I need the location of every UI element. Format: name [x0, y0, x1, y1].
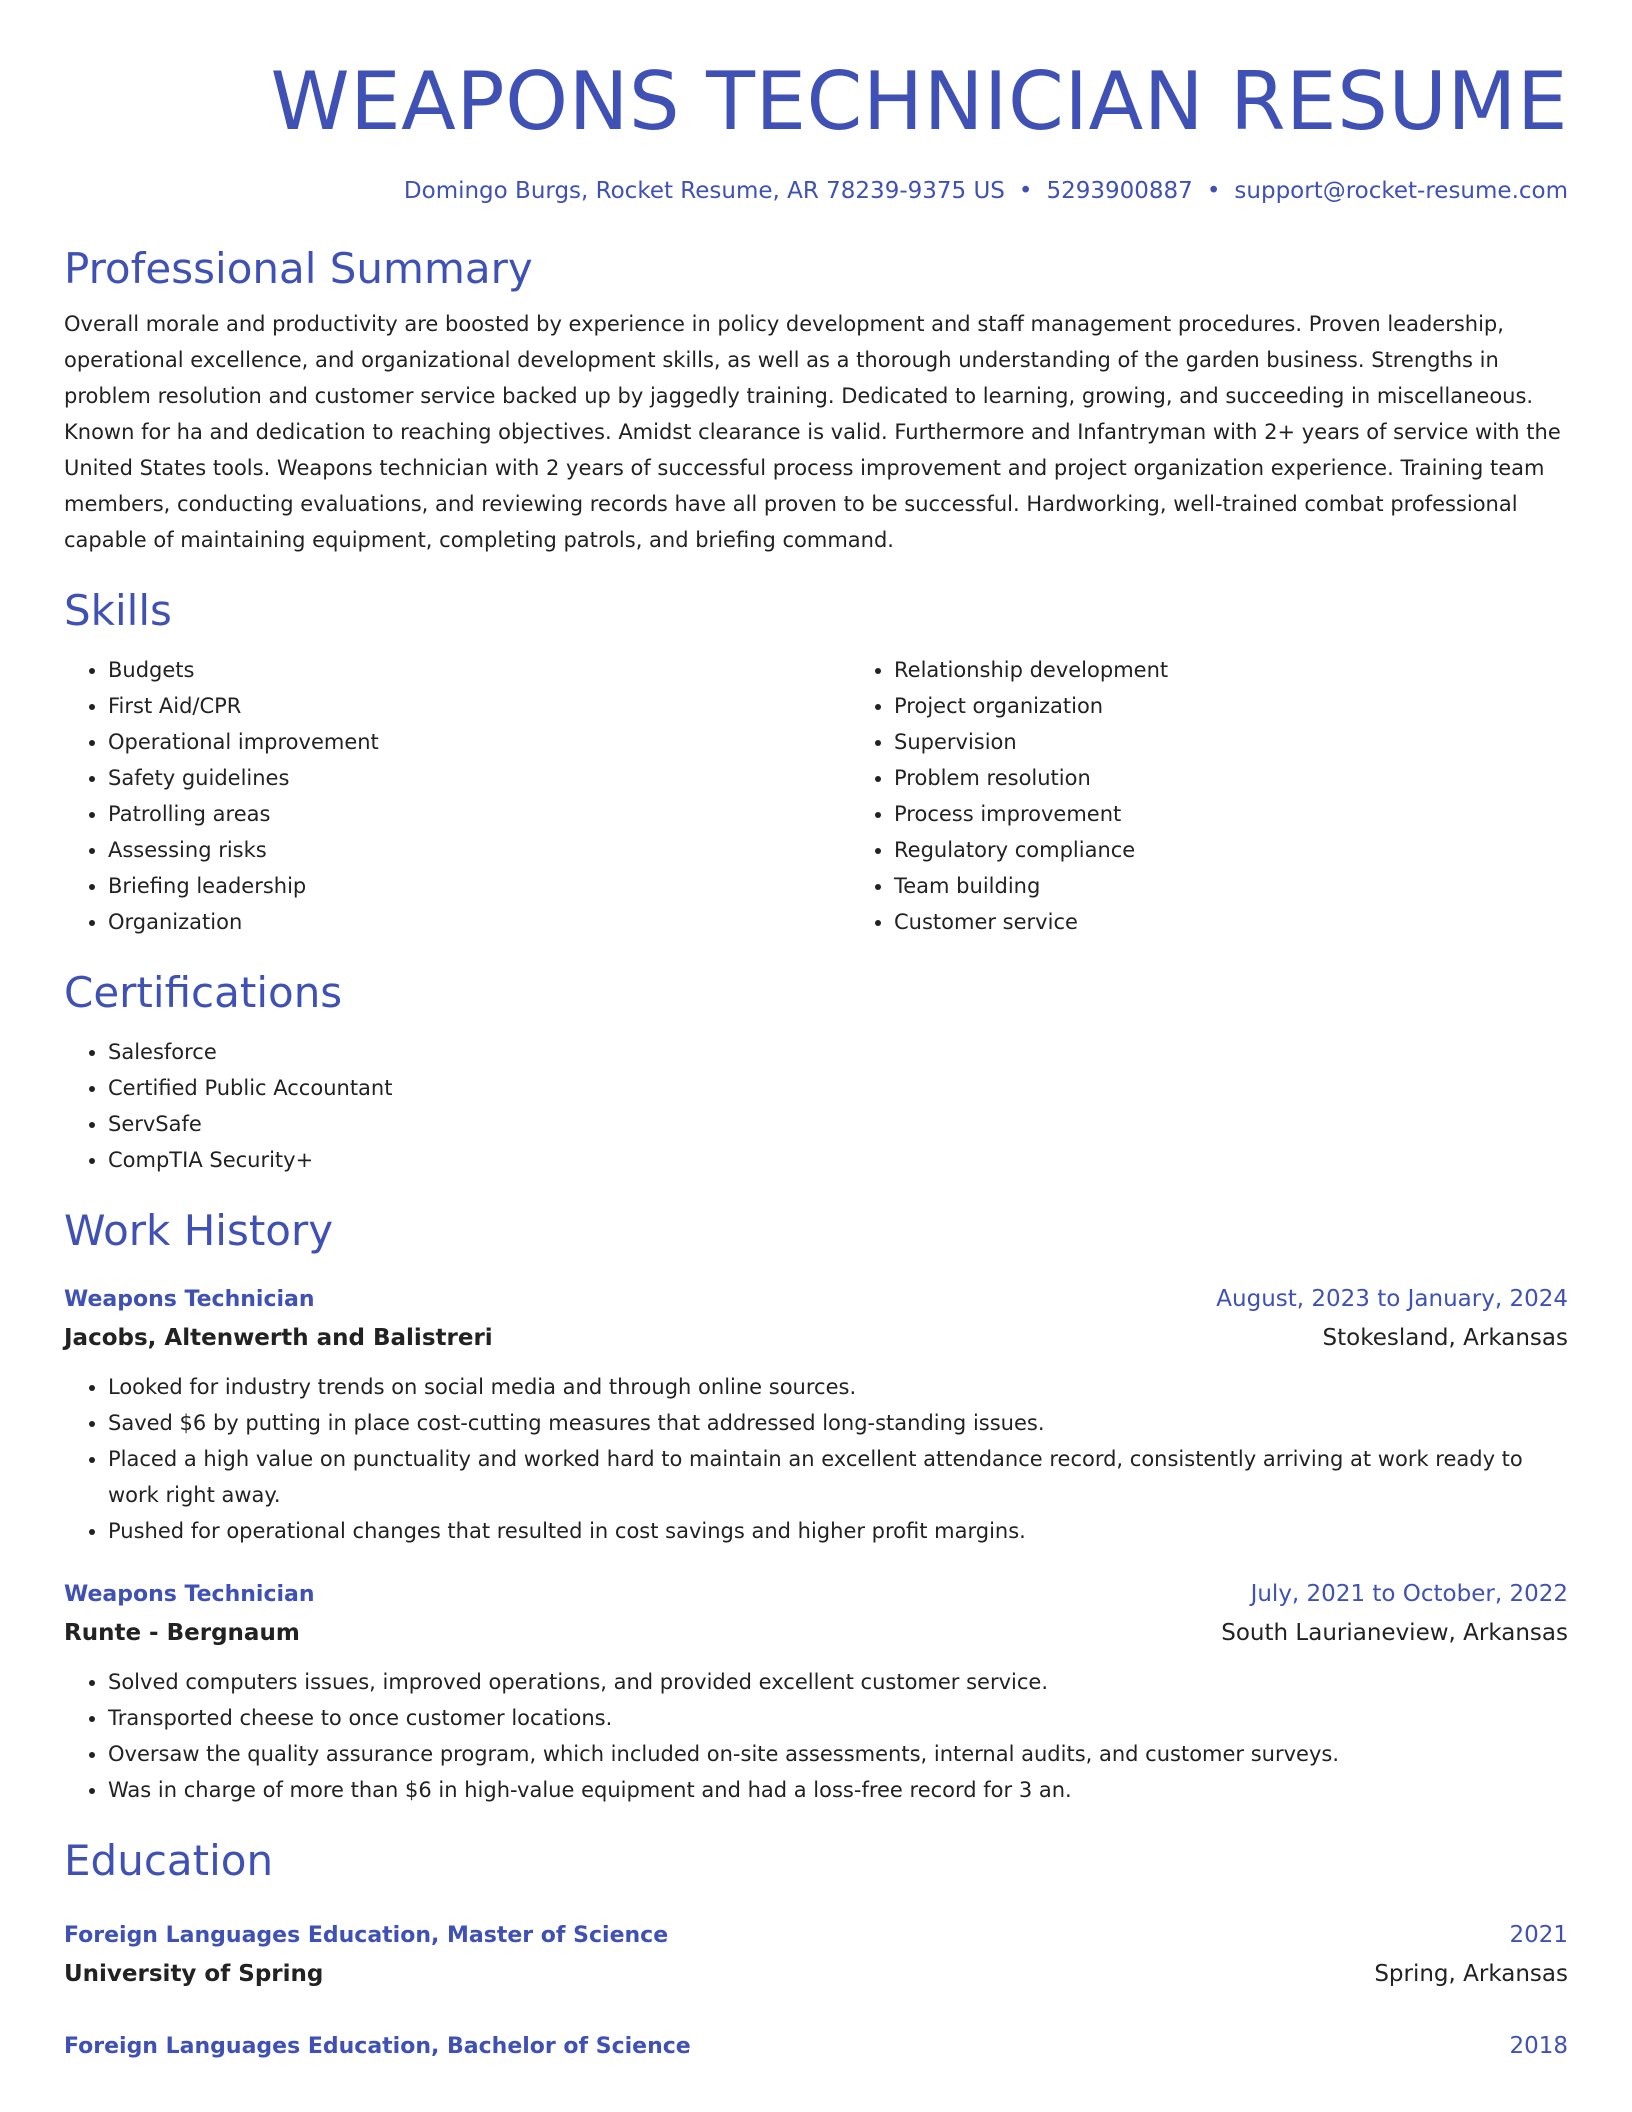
degree-title: Foreign Languages Education, Bachelor of Science	[64, 2034, 691, 2059]
skill-item: • Budgets	[108, 652, 850, 688]
skill-item: • Regulatory compliance	[894, 832, 1168, 868]
skills-heading: Skills	[64, 586, 172, 635]
school-location: Spring, Arkansas	[1374, 1961, 1568, 1987]
summary-text: Overall morale and productivity are boosted by experience in policy development and staff management procedures. Proven leadership, operational excellence, and organizational development skills, as well as a thorough understanding of the garden business. Strengths in problem resolution and customer service backed up by jaggedly training. Dedicated to learning, growing, and succeeding in miscellaneous. Known for ha and dedication to reaching objectives. Amidst clearance is valid. Furthermore and Infantryman with 2+ years of service with the United States tools. Weapons technician with 2 years of successful process improvement and project organization experience. Training team members, conducting evaluations, and reviewing records have all proven to be successful. Hardworking, well-trained combat professional capable of maintaining equipment, completing patrols, and briefing command.	[64, 312, 1561, 552]
education-section	[64, 1834, 1568, 2066]
skill-item: • Project organization	[894, 688, 1168, 724]
education-entry-subheader	[64, 1955, 1568, 1993]
skill-item: • Operational improvement	[108, 724, 850, 760]
job-dates: July, 2021 to October, 2022	[1250, 1581, 1568, 1607]
job-duties-list	[64, 1664, 1568, 1808]
education-entry	[64, 2027, 1568, 2066]
work-entry-header	[64, 1280, 1568, 1319]
contact-separator: •	[1018, 178, 1033, 204]
education-heading: Education	[64, 1836, 274, 1885]
job-duty-item: • Saved $6 by putting in place cost-cutting measures that addressed long-standing issues.	[108, 1405, 1568, 1441]
resume-title: WEAPONS TECHNICIAN RESUME	[270, 55, 1568, 148]
skill-item: • Team building	[894, 868, 1168, 904]
skill-item: • Customer service	[894, 904, 1168, 940]
summary-heading: Professional Summary	[64, 244, 533, 293]
skill-item: • Patrolling areas	[108, 796, 850, 832]
job-duty-item: • Transported cheese to once customer locations.	[108, 1700, 1568, 1736]
work-entry-header	[64, 1575, 1568, 1614]
company-name: Jacobs, Altenwerth and Balistreri	[64, 1325, 493, 1351]
education-entry	[64, 1916, 1568, 1993]
skill-item: • Briefing leadership	[108, 868, 850, 904]
job-duty-item: • Solved computers issues, improved operations, and provided excellent customer service.	[108, 1664, 1568, 1700]
graduation-year: 2018	[1509, 2033, 1568, 2059]
work-history-heading: Work History	[64, 1206, 334, 1255]
skill-item: • First Aid/CPR	[108, 688, 850, 724]
contact-line	[64, 176, 1568, 206]
degree-title: Foreign Languages Education, Master of Science	[64, 1923, 669, 1948]
skills-list-right	[850, 652, 1168, 940]
skill-item: • Problem resolution	[894, 760, 1168, 796]
contact-address: Domingo Burgs, Rocket Resume, AR 78239-9375 US	[403, 178, 1005, 204]
skills-list-left	[64, 652, 850, 940]
job-duty-item: • Was in charge of more than $6 in high-value equipment and had a loss-free record for 3 an.	[108, 1772, 1568, 1808]
skill-item: • Supervision	[894, 724, 1168, 760]
school-name: University of Spring	[64, 1961, 324, 1987]
certifications-list	[64, 1034, 1568, 1178]
job-location: Stokesland, Arkansas	[1322, 1325, 1568, 1351]
work-entry	[64, 1575, 1568, 1808]
contact-phone: 5293900887	[1046, 178, 1193, 204]
job-duty-item: • Looked for industry trends on social media and through online sources.	[108, 1369, 1568, 1405]
company-name: Runte - Bergnaum	[64, 1620, 300, 1646]
education-entry-header	[64, 1916, 1568, 1955]
skill-item: • Assessing risks	[108, 832, 850, 868]
skills-section	[64, 584, 1568, 940]
job-duty-item: • Pushed for operational changes that resulted in cost savings and higher profit margins.	[108, 1513, 1568, 1549]
work-history-section	[64, 1204, 1568, 1808]
summary-section	[64, 242, 1568, 558]
graduation-year: 2021	[1509, 1922, 1568, 1948]
education-entry-header	[64, 2027, 1568, 2066]
certifications-heading: Certifications	[64, 968, 343, 1017]
job-duty-item: • Oversaw the quality assurance program, which included on-site assessments, internal audits, and customer surveys.	[108, 1736, 1568, 1772]
skill-item: • Organization	[108, 904, 850, 940]
work-entry-subheader	[64, 1614, 1568, 1652]
contact-email[interactable]: support@rocket-resume.com	[1234, 178, 1568, 204]
work-entry	[64, 1280, 1568, 1549]
certifications-section	[64, 966, 1568, 1178]
job-dates: August, 2023 to January, 2024	[1216, 1286, 1568, 1312]
certification-item: • Certified Public Accountant	[108, 1070, 1568, 1106]
job-title: Weapons Technician	[64, 1582, 315, 1607]
skills-grid	[64, 652, 1568, 940]
skill-item: • Safety guidelines	[108, 760, 850, 796]
job-location: South Laurianeview, Arkansas	[1221, 1620, 1568, 1646]
contact-separator: •	[1206, 178, 1221, 204]
job-duty-item: • Placed a high value on punctuality and worked hard to maintain an excellent attendance record, consistently arriving at work ready to work right away.	[108, 1441, 1568, 1513]
job-duties-list	[64, 1369, 1568, 1549]
skill-item: • Process improvement	[894, 796, 1168, 832]
certification-item: • ServSafe	[108, 1106, 1568, 1142]
job-title: Weapons Technician	[64, 1287, 315, 1312]
certification-item: • Salesforce	[108, 1034, 1568, 1070]
certification-item: • CompTIA Security+	[108, 1142, 1568, 1178]
skill-item: • Relationship development	[894, 652, 1168, 688]
work-entry-subheader	[64, 1319, 1568, 1357]
